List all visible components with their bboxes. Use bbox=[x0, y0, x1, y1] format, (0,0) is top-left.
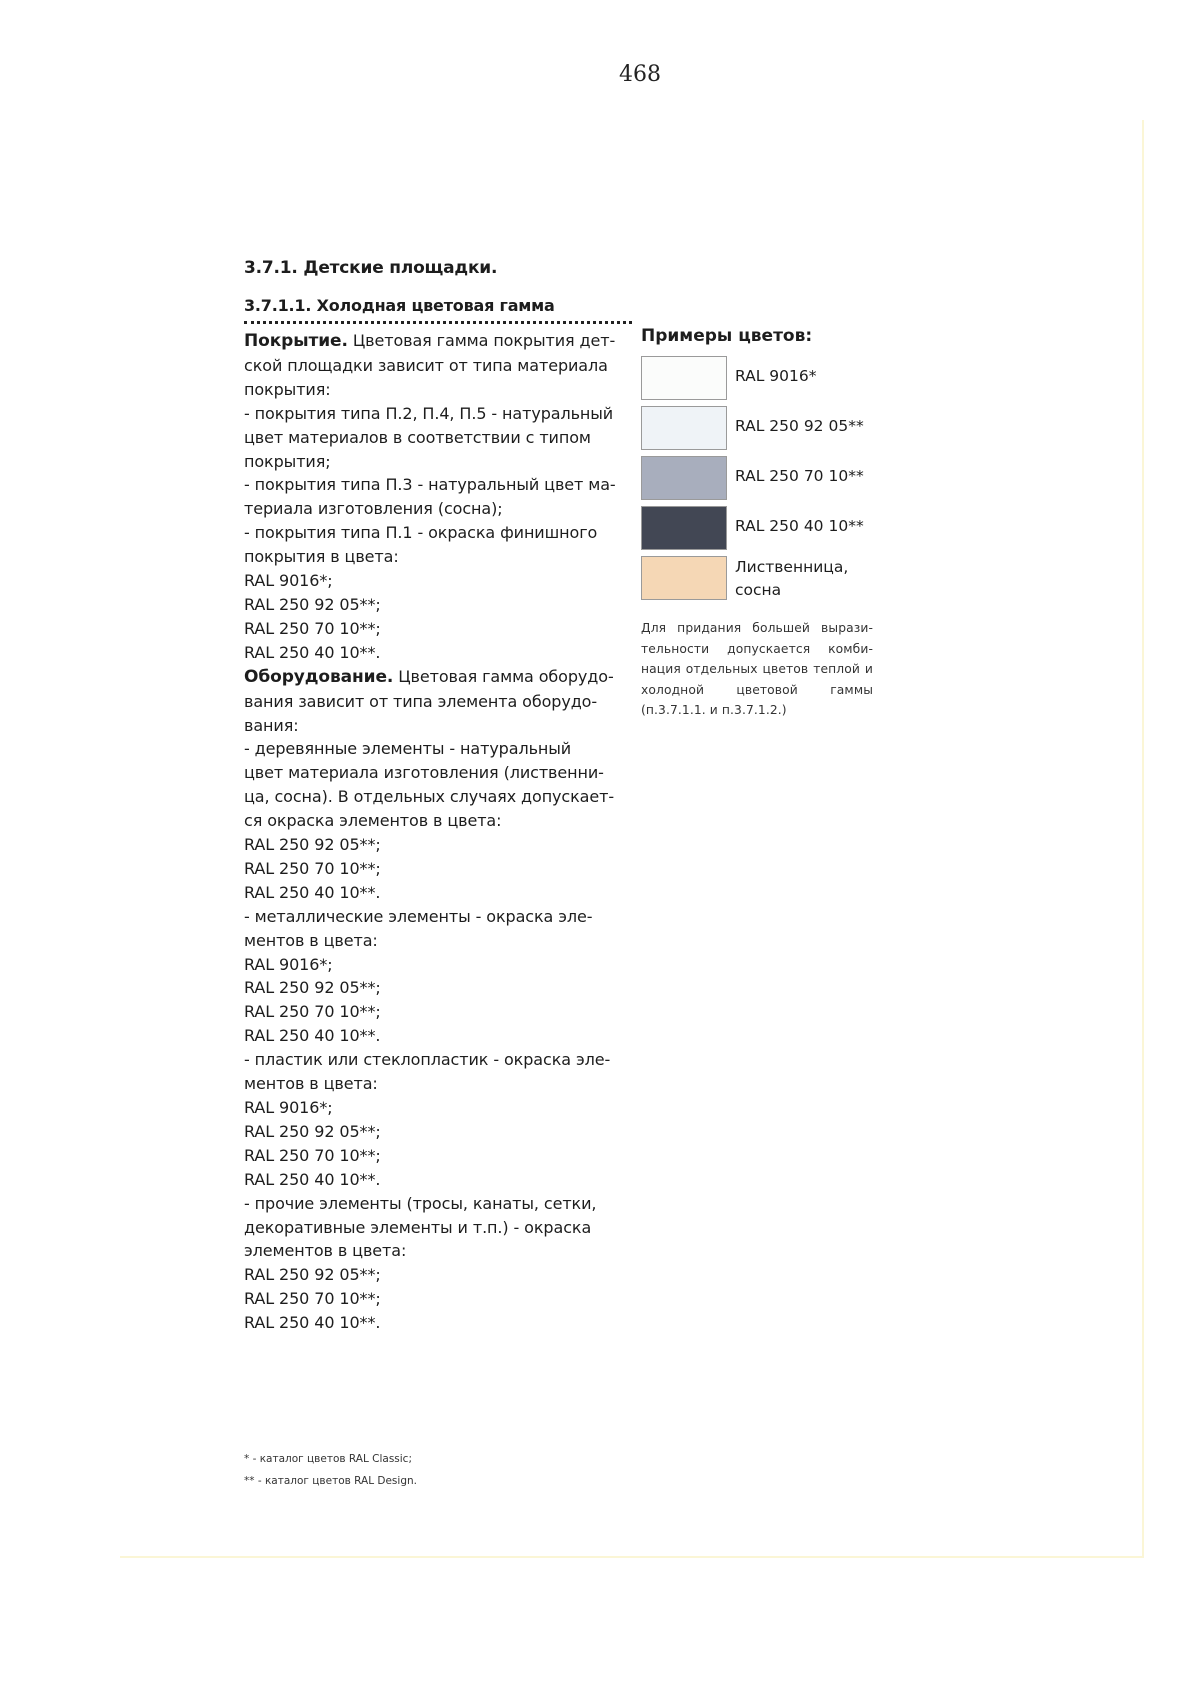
body-line-text: RAL 250 70 10**; bbox=[244, 618, 381, 638]
body-line-text: RAL 250 40 10**. bbox=[244, 1026, 381, 1046]
body-line-text: RAL 250 92 05**; bbox=[244, 835, 381, 855]
swatch-row-ral-250-70-10 bbox=[641, 456, 873, 506]
swatch-label bbox=[735, 556, 848, 602]
footnote-ral-design: ** - каталог цветов RAL Design. bbox=[244, 1475, 417, 1487]
swatch-row-ral-250-40-10 bbox=[641, 506, 873, 556]
body-line-text: RAL 250 70 10**; bbox=[244, 1002, 381, 1022]
main-text-column bbox=[244, 258, 632, 1335]
body-line bbox=[244, 473, 632, 497]
body-line-text: RAL 250 92 05**; bbox=[244, 978, 381, 998]
body-line bbox=[244, 690, 632, 714]
body-line bbox=[244, 809, 632, 833]
body-line-text: покрытия в цвета: bbox=[244, 547, 399, 567]
body-line bbox=[244, 593, 632, 617]
body-line-text: RAL 250 92 05**; bbox=[244, 1121, 381, 1141]
body-line-text: ся окраска элементов в цвета: bbox=[244, 811, 502, 831]
body-line bbox=[244, 881, 632, 905]
body-text bbox=[244, 329, 632, 1335]
color-swatch bbox=[641, 356, 727, 400]
color-swatch bbox=[641, 506, 727, 550]
swatch-label: RAL 9016* bbox=[735, 367, 817, 385]
body-line bbox=[244, 497, 632, 521]
body-line bbox=[244, 953, 632, 977]
body-line-bold: Оборудование. bbox=[244, 666, 394, 687]
body-line-text: - металлические элементы - окраска эле- bbox=[244, 906, 593, 926]
section-heading: 3.7.1. Детские площадки. bbox=[244, 258, 498, 278]
body-line-text: декоративные элементы и т.п.) - окраска bbox=[244, 1217, 592, 1237]
footnote-ral-classic: * - каталог цветов RAL Classic; bbox=[244, 1453, 412, 1465]
body-line bbox=[244, 545, 632, 569]
body-line bbox=[244, 1048, 632, 1072]
body-line-text: RAL 9016*; bbox=[244, 1098, 333, 1117]
body-line-text: цвет материалов в соответствии с типом bbox=[244, 427, 591, 447]
body-line-text: вания: bbox=[244, 715, 299, 735]
body-line bbox=[244, 450, 632, 474]
body-line-text: покрытия: bbox=[244, 379, 331, 399]
combination-note: Для придания большей вырази-тельности допускается комби-нация отдельных цветов теплой и холодной цветовой гаммы (п.3.7.1.1. и п.3.7.1.2.) bbox=[641, 621, 873, 717]
body-line-text: - покрытия типа П.1 - окраска финишного bbox=[244, 523, 598, 543]
body-line bbox=[244, 1311, 632, 1335]
body-line-text: RAL 9016*; bbox=[244, 571, 333, 591]
page-frame-bottom-line bbox=[120, 1556, 1142, 1558]
dotted-divider bbox=[244, 321, 632, 324]
body-line bbox=[244, 1024, 632, 1048]
body-line-text: RAL 250 92 05**; bbox=[244, 594, 381, 614]
body-line-text: RAL 250 40 10**. bbox=[244, 882, 381, 902]
body-line-text: RAL 9016*; bbox=[244, 954, 333, 974]
body-line bbox=[244, 665, 632, 690]
body-line-text: RAL 250 92 05**; bbox=[244, 1265, 381, 1285]
body-line bbox=[244, 833, 632, 857]
body-line-text: - покрытия типа П.2, П.4, П.5 - натуральный bbox=[244, 403, 614, 423]
body-line bbox=[244, 1263, 632, 1287]
footnotes bbox=[244, 1448, 417, 1492]
body-line-text: RAL 250 70 10**; bbox=[244, 1289, 381, 1309]
page-frame-right-line bbox=[1142, 120, 1144, 1558]
body-line bbox=[244, 1168, 632, 1192]
body-line-text: RAL 250 40 10**. bbox=[244, 1169, 381, 1189]
body-line bbox=[244, 1216, 632, 1240]
body-line bbox=[244, 737, 632, 761]
body-line bbox=[244, 1120, 632, 1144]
color-swatch bbox=[641, 406, 727, 450]
body-line-text: элементов в цвета: bbox=[244, 1241, 407, 1261]
body-line bbox=[244, 426, 632, 450]
body-line bbox=[244, 1287, 632, 1311]
page-number: 468 bbox=[619, 62, 661, 87]
body-line bbox=[244, 402, 632, 426]
body-line-text: ца, сосна). В отдельных случаях допускает- bbox=[244, 787, 615, 807]
body-line-text: цвет материала изготовления (лиственни- bbox=[244, 763, 604, 783]
body-line bbox=[244, 329, 632, 354]
body-line bbox=[244, 569, 632, 593]
body-line-text: RAL 250 70 10**; bbox=[244, 1145, 381, 1165]
body-line bbox=[244, 1192, 632, 1216]
body-line bbox=[244, 929, 632, 953]
body-line bbox=[244, 976, 632, 1000]
body-line-text: RAL 250 40 10**. bbox=[244, 1313, 381, 1333]
body-line-text: вания зависит от типа элемента оборудо- bbox=[244, 691, 598, 711]
body-line bbox=[244, 761, 632, 785]
body-line-text: Цветовая гамма оборудо- bbox=[393, 666, 614, 686]
body-line-text: - покрытия типа П.3 - натуральный цвет ма- bbox=[244, 475, 616, 495]
body-line-text: RAL 250 40 10**. bbox=[244, 642, 381, 662]
body-line-text: - пластик или стеклопластик - окраска эле- bbox=[244, 1050, 611, 1070]
body-line bbox=[244, 617, 632, 641]
body-line bbox=[244, 714, 632, 738]
body-line-text: ментов в цвета: bbox=[244, 930, 378, 950]
body-line-text: - прочие элементы (тросы, канаты, сетки, bbox=[244, 1193, 597, 1213]
body-line-text: RAL 250 70 10**; bbox=[244, 858, 381, 878]
swatch-label-line: Лиственница, bbox=[735, 558, 849, 576]
swatch-row-ral-9016 bbox=[641, 356, 873, 406]
body-line bbox=[244, 857, 632, 881]
body-line bbox=[244, 1239, 632, 1263]
swatch-label: RAL 250 70 10** bbox=[735, 467, 864, 485]
body-line bbox=[244, 1000, 632, 1024]
body-line bbox=[244, 1072, 632, 1096]
swatch-label: RAL 250 92 05** bbox=[735, 417, 864, 435]
swatch-row-ral-250-92-05 bbox=[641, 406, 873, 456]
body-line-text: - деревянные элементы - натуральный bbox=[244, 739, 572, 759]
color-swatch bbox=[641, 456, 727, 500]
body-line bbox=[244, 354, 632, 378]
body-line bbox=[244, 1096, 632, 1120]
body-line bbox=[244, 785, 632, 809]
body-line-text: ментов в цвета: bbox=[244, 1074, 378, 1094]
swatch-row-larch-pine bbox=[641, 556, 873, 610]
subsection-heading: 3.7.1.1. Холодная цветовая гамма bbox=[244, 296, 555, 315]
body-line-text: Цветовая гамма покрытия дет- bbox=[347, 331, 616, 350]
body-line bbox=[244, 905, 632, 929]
body-line bbox=[244, 521, 632, 545]
body-line bbox=[244, 1144, 632, 1168]
body-line-text: покрытия; bbox=[244, 451, 331, 471]
body-line-text: ской площадки зависит от типа материала bbox=[244, 355, 608, 375]
examples-title: Примеры цветов: bbox=[641, 326, 813, 346]
body-line bbox=[244, 378, 632, 402]
swatch-label: RAL 250 40 10** bbox=[735, 517, 864, 535]
body-line bbox=[244, 641, 632, 665]
body-line-text: териала изготовления (сосна); bbox=[244, 499, 503, 519]
swatch-label-line: сосна bbox=[735, 581, 782, 599]
color-swatch bbox=[641, 556, 727, 600]
color-examples-column bbox=[641, 326, 873, 721]
body-line-bold: Покрытие. bbox=[244, 331, 348, 351]
